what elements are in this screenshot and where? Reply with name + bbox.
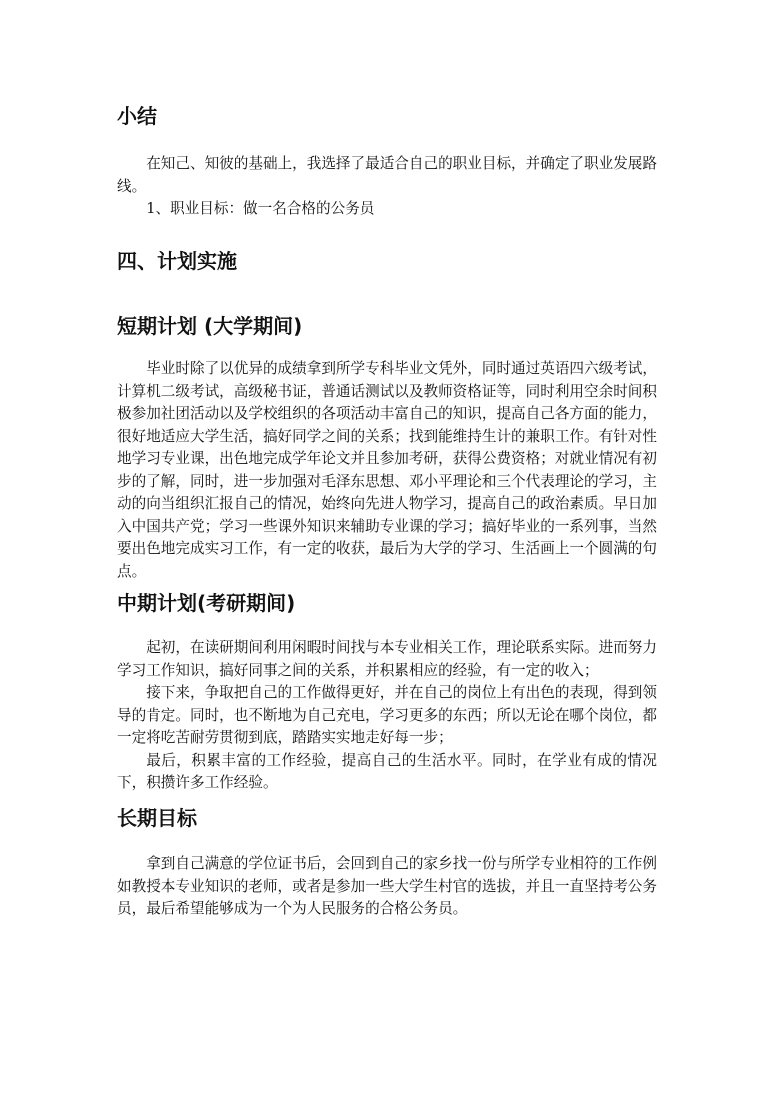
section-body-short-term-plan xyxy=(117,358,657,583)
section-heading-summary: 小结 xyxy=(117,104,157,128)
paragraph: 毕业时除了以优异的成绩拿到所学专科毕业文凭外，同时通过英语四六级考试，计算机二级考试，高级秘书证，普通话测试以及教师资格证等，同时利用空余时间积极参加社团活动以及学校组织的各项活动丰富自己的知识，提高自己各方面的能力，很好地适应大学生活，搞好同学之间的关系；找到能维持生计的兼职工作。有针对性地学习专业课，出色地完成学年论文并且参加考研，获得公费资格；对就业情况有初步的了解，同时，进一步加强对毛泽东思想、邓小平理论和三个代表理论的学习，主动的向当组织汇报自己的情况，始终向先进人物学习，提高自己的政治素质。早日加入中国共产党；学习一些课外知识来辅助专业课的学习；搞好毕业的一系列事，当然要出色地完成实习工作，有一定的收获，最后为大学的学习、生活画上一个圆满的句点。 xyxy=(117,360,657,580)
paragraph: 接下来，争取把自己的工作做得更好，并在自己的岗位上有出色的表现，得到领导的肯定。同时，也不断地为自己充电，学习更多的东西；所以无论在哪个岗位，都一定将吃苦耐劳贯彻到底，踏踏实实地走好每一步； xyxy=(117,684,657,746)
section-heading-long-term-goal: 长期目标 xyxy=(117,806,197,830)
section-heading-plan-implementation: 四、计划实施 xyxy=(117,249,237,273)
paragraph: 拿到自己满意的学位证书后，会回到自己的家乡找一份与所学专业相符的工作例如教授本专业知识的老师，或者是参加一些大学生村官的选拔，并且一直坚持考公务员，最后希望能够成为一个为人民服务的合格公务员。 xyxy=(117,855,657,917)
section-heading-short-term-plan: 短期计划 (大学期间) xyxy=(117,314,303,338)
paragraph: 最后，积累丰富的工作经验，提高自己的生活水平。同时，在学业有成的情况下，积攒许多工作经验。 xyxy=(117,751,657,791)
section-heading-mid-term-plan: 中期计划(考研期间) xyxy=(117,591,296,615)
section-body-mid-term-plan xyxy=(117,637,657,795)
section-body-long-term-goal xyxy=(117,853,657,921)
paragraph: 1、职业目标：做一名合格的公务员 xyxy=(146,200,375,217)
paragraph: 起初，在读研期间利用闲暇时间找与本专业相关工作，理论联系实际。进而努力学习工作知识，搞好同事之间的关系，并积累相应的经验，有一定的收入； xyxy=(117,639,657,679)
section-body-summary xyxy=(117,153,657,221)
paragraph: 在知己、知彼的基础上，我选择了最适合自己的职业目标，并确定了职业发展路线。 xyxy=(117,155,657,195)
